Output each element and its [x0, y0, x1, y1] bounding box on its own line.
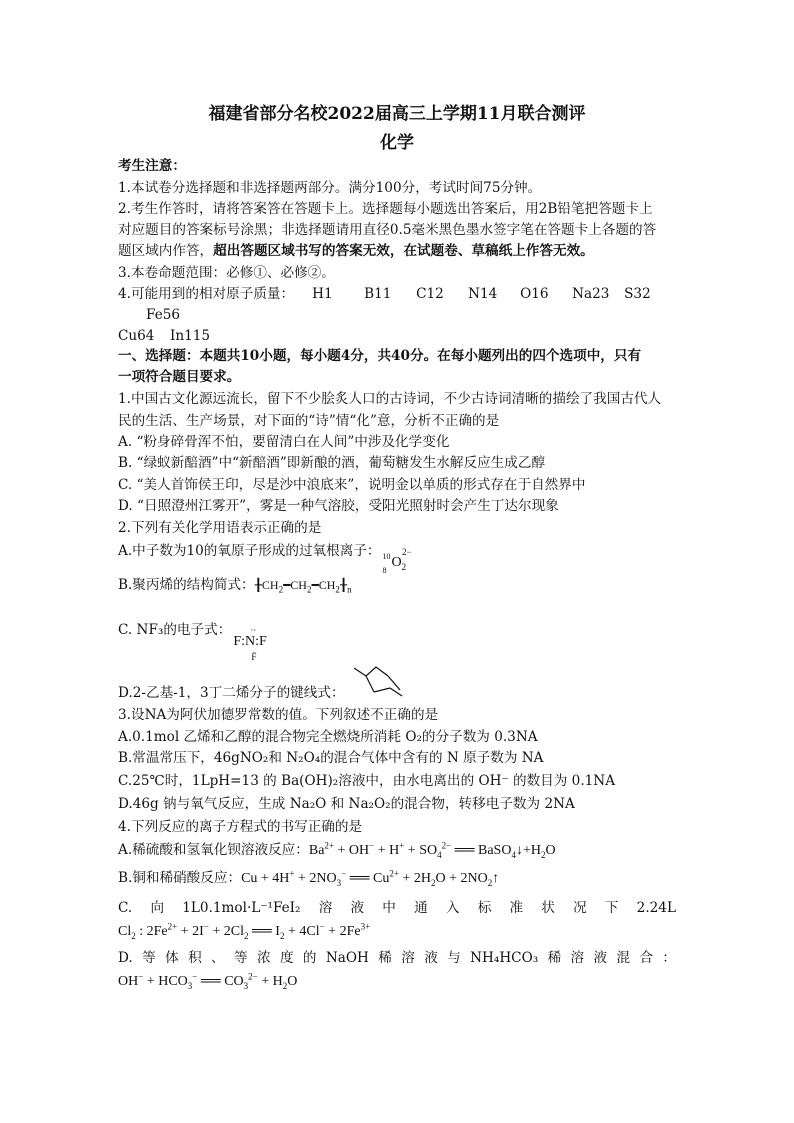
q3-stem: 3.设NA为阿伏加德罗常数的值。下列叙述不正确的是 [118, 707, 439, 723]
skeletal-formula-diagram [350, 664, 410, 698]
q4d-w9: NaOH [325, 950, 369, 966]
exam-subject: 化学 [380, 133, 414, 153]
q4-option-c-equation: $Cl_2$ : $2Fe^{2+} + 2I^- + 2Cl_2$ ══ $I_2 + 4Cl^- + 2Fe^{3+}$ [118, 921, 371, 941]
q4c-w12: 下 [604, 900, 619, 916]
notice-heading: 考生注意： [118, 158, 186, 174]
q2-option-d: D.2-乙基-1，3丁二烯分子的键线式： [118, 685, 345, 701]
notice-line-4 [118, 241, 594, 261]
q4d-w20: ： [662, 950, 676, 966]
q4c-w10: 状 [541, 900, 555, 916]
q3-option-c: C.25℃时，1LpH=13 的 Ba(OH)₂溶液中，由水电离出的 OH⁻ 的数目为 0.1NA [118, 773, 616, 789]
notice-line-8 [118, 326, 222, 346]
q4-option-d [118, 948, 676, 968]
q4-option-a [118, 840, 556, 861]
q4c-w11: 况 [573, 900, 587, 916]
q4d-w19: 合 [639, 950, 654, 966]
mass-o: O16 [520, 286, 549, 302]
q4-option-b-text: B.铜和稀硝酸反应： [118, 870, 242, 886]
q4d-w18: 混 [616, 950, 631, 966]
mass-cu: Cu64 [118, 328, 155, 344]
q4d-w6: 浓 [256, 950, 271, 966]
q2-stem: 2.下列有关化学用语表示正确的是 [118, 520, 322, 536]
q4-option-c [118, 898, 676, 918]
q4c-w7: 入 [445, 900, 460, 916]
q2-option-c: C. NF₃的电子式： F:N:F ·· F̈ [118, 622, 267, 662]
q4d-w4: 、 [211, 950, 225, 966]
q4-stem: 4.下列反应的离子方程式的书写正确的是 [118, 819, 363, 835]
q4-option-b-equation: $Cu + 4H^+ + 2NO_3^-$ ══ $Cu^{2+} + 2H_2O$ + $2NO_2↑$ [241, 868, 500, 888]
q4d-w17: 液 [593, 950, 608, 966]
q4c-w9: 准 [509, 900, 524, 916]
q4d-w8: 的 [302, 950, 317, 966]
notice-line-2: 2.考生作答时，请将答案答在答题卡上。选择题每小题选出答案后，用2B铅笔把答题卡上 [118, 201, 653, 217]
mass-n: N14 [468, 286, 498, 302]
section-1-heading-cont: 一项符合题目要求。 [118, 369, 241, 385]
q1-option-c: C. “美人首饰侯王印，尽是沙中浪底来”，说明金以单质的形式存在于自然界中 [118, 477, 586, 493]
notice-line-5: 3.本卷命题范围：必修①、必修②。 [118, 265, 335, 281]
q4d-w3: 积 [188, 950, 202, 966]
q2-option-a-text: A.中子数为10的氧原子形成的过氧根离子： [118, 543, 381, 559]
polypropylene-formula: $╂CH_2━CH_2━CH_2╂_n$ [254, 578, 352, 595]
q4c-w0: C. [118, 900, 133, 916]
q4d-w11: 溶 [401, 950, 415, 966]
q2-option-b [118, 575, 352, 595]
q1-stem-1: 1.中国古文化源远流长，留下不少脍炙人口的古诗词，不少古诗词清晰的描绘了我国古代人 [118, 391, 662, 407]
q4-option-a-text: A.稀硫酸和氢氧化钡溶液反应： [118, 842, 309, 858]
mass-na: Na23 [572, 286, 610, 302]
q4c-w4: 液 [350, 900, 365, 916]
q1-option-a: A. “粉身碎骨浑不怕，要留清白在人间”中涉及化学变化 [118, 434, 450, 450]
q4c-w2: 1L0.1mol·L⁻¹FeI₂ [182, 900, 301, 916]
q4d-w13: 与 [447, 950, 461, 966]
q4c-w6: 通 [414, 900, 428, 916]
q1-option-b: B. “绿蚁新醅酒”中“新醅酒”即新酿的酒，葡萄糖发生水解反应生成乙醇 [118, 455, 546, 471]
mass-s: S32 [624, 286, 651, 302]
q4c-w8: 标 [477, 900, 492, 916]
section-1-heading: 一、选择题：本题共10小题，每小题4分，共40分。在每小题列出的四个选项中，只有 [118, 348, 642, 364]
q4d-w2: 体 [165, 950, 179, 966]
q4d-w12: 液 [424, 950, 438, 966]
q4d-w15: 稀 [547, 950, 562, 966]
q4-option-a-equation: $Ba^{2+} + OH^- + H^+ + SO_4^{2-}$ ══ $BaSO_4↓+H_2O$ [308, 840, 556, 860]
notice-line-3: 对应题目的答案标号涂黑；非选择题请用直径0.5毫米黑色墨水签字笔在答题卡上各题的答 [118, 222, 657, 238]
mass-b: B11 [364, 286, 392, 302]
q4-option-b [118, 868, 499, 889]
mass-c: C12 [416, 286, 444, 302]
q4d-w0: D. [118, 950, 133, 966]
q4d-w1: 等 [142, 950, 156, 966]
q2-option-c-text: C. NF₃的电子式： [118, 622, 232, 638]
q1-stem-2: 民的生活、生产场景，对下面的“诗”情“化”意，分析不正确的是 [118, 413, 500, 429]
mass-fe: Fe56 [146, 307, 181, 323]
q4d-w10: 稀 [378, 950, 392, 966]
notice-line-1: 1.本试卷分选择题和非选择题两部分。满分100分，考试时间75分钟。 [118, 180, 542, 196]
mass-h: H1 [312, 286, 333, 302]
q4d-w14: NH₄HCO₃ [470, 950, 539, 966]
q4-option-d-equation: $OH^- + HCO_3^-$ ══ $CO_3^{2-} + H_2O$ [118, 971, 298, 991]
notice-bold-warning: 超出答题区域书写的答案无效，在试题卷、草稿纸上作答无效。 [213, 243, 594, 259]
notice-line-6 [118, 284, 676, 304]
q4d-w16: 溶 [570, 950, 585, 966]
q4c-w13: 2.24L [636, 900, 676, 916]
q4d-w7: 度 [279, 950, 294, 966]
q3-option-b: B.常温常压下，46gNO₂和 N₂O₄的混合气体中含有的 N 原子数为 NA [118, 750, 544, 766]
q4d-w5: 等 [234, 950, 248, 966]
q3-option-d: D.46g 钠与氧气反应，生成 Na₂O 和 Na₂O₂的混合物，转移电子数为 2NA [118, 796, 575, 812]
mass-in: In115 [170, 328, 211, 344]
q4c-w5: 中 [382, 900, 396, 916]
q4c-w3: 溶 [318, 900, 333, 916]
q2-option-a: A.中子数为10的氧原子形成的过氧根离子： 10 8 $O_2^{2-}$ [118, 543, 412, 575]
exam-title: 福建省部分名校2022届高三上学期11月联合测评 [208, 104, 586, 124]
atomic-mass-label: 4.可能用到的相对原子质量： [118, 286, 295, 302]
q3-option-a: A.0.1mol 乙烯和乙醇的混合物完全燃烧所消耗 O₂的分子数为 0.3NA [118, 729, 538, 745]
notice-line-4-text: 题区域内作答， [118, 243, 214, 259]
q1-option-d: D. “日照澄州江雾开”，雾是一种气溶胶，受阳光照射时会产生丁达尔现象 [118, 498, 559, 514]
q4c-w1: 向 [150, 900, 165, 916]
q2-option-b-text: B.聚丙烯的结构简式： [118, 577, 255, 593]
